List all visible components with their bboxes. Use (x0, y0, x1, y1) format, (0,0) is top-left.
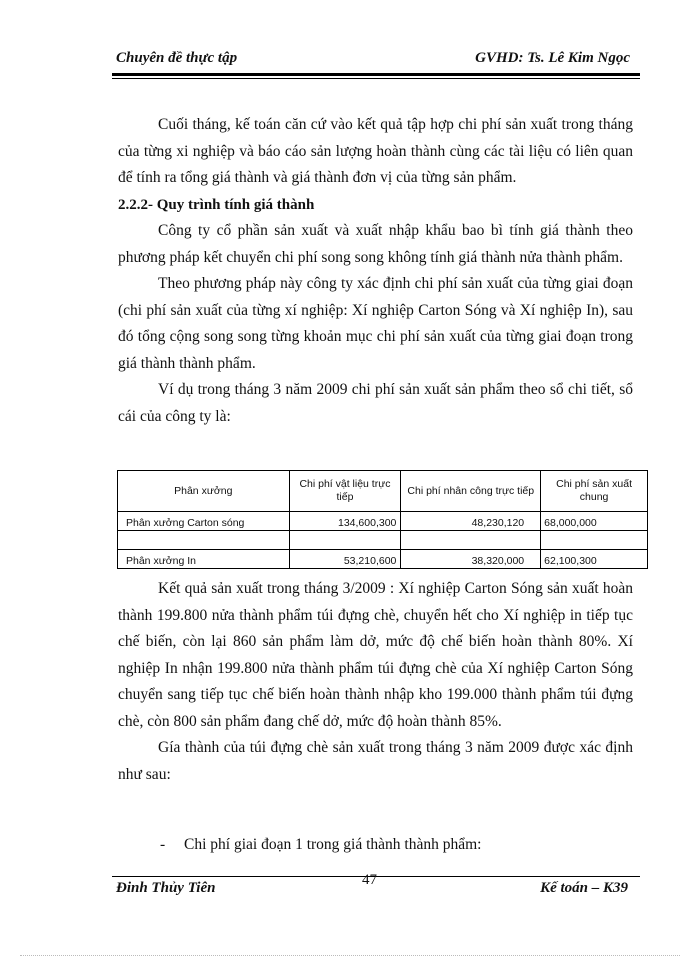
table-cell: 134,600,300 (289, 512, 401, 531)
table-header-cell: Chi phí vật liệu trực tiếp (289, 471, 401, 512)
table-cell: 38,320,000 (401, 550, 541, 569)
page-header (116, 50, 636, 72)
header-rule-thin (112, 78, 640, 79)
paragraph: Cuối tháng, kế toán căn cứ vào kết quả tập hợp chi phí sản xuất trong tháng của từng xi nghiệp và báo cáo sản lượng hoàn thành cùng các tài liệu có liên quan để tính ra tổng giá thành và giá thành đơn vị của từng sản phẩm. (118, 116, 633, 186)
table-cell: Phân xưởng In (118, 550, 290, 569)
table-header-cell: Phân xưởng (118, 471, 290, 512)
table-cell: 48,230,120 (401, 512, 541, 531)
page-footer (116, 880, 636, 902)
table-cell: 68,000,000 (541, 512, 648, 531)
footer-class: Kế toán – K39 (540, 880, 628, 896)
footer-author: Đinh Thủy Tiên (116, 880, 216, 896)
bullet-text: Chi phí giai đoạn 1 trong giá thành thành phẩm: (184, 836, 482, 853)
paragraph: Gía thành của túi đựng chè sản xuất trong tháng 3 năm 2009 được xác định như sau: (118, 739, 633, 783)
paragraph: Công ty cổ phần sản xuất và xuất nhập khẩu bao bì tính giá thành theo phương pháp kết chuyển chi phí song song không tính giá thành nửa thành phẩm. (118, 222, 633, 266)
table-cell: 62,100,300 (541, 550, 648, 569)
cost-table (117, 470, 648, 569)
body-text-top (118, 112, 633, 430)
paragraph: Ví dụ trong tháng 3 năm 2009 chi phí sản xuất sản phẩm theo sổ chi tiết, sổ cái của công ty là: (118, 381, 633, 425)
header-advisor: GVHD: Ts. Lê Kim Ngọc (475, 50, 630, 66)
table-cell: Phân xưởng Carton sóng (118, 512, 290, 531)
table-spacer-row (118, 531, 648, 550)
table-header-cell: Chi phí sản xuất chung (541, 471, 648, 512)
body-text-bottom (118, 576, 633, 788)
header-title: Chuyên đề thực tập (116, 50, 238, 66)
paragraph: Kết quả sản xuất trong tháng 3/2009 : Xí nghiệp Carton Sóng sản xuất hoàn thành 199.800 nửa thành phẩm túi đựng chè, chuyển hết cho Xí nghiệp in tiếp tục chế biến, còn lại 860 sản phẩm làm dở, mức độ chế biến hoàn thành 80%. Xí nghiệp In nhận 199.800 nửa thành phẩm túi đựng chè của Xí nghiệp Carton Sóng chuyển sang tiếp tục chế biến hoàn thành nhập kho 199.000 thành phẩm túi đựng chè, còn 800 sản phẩm đang chế dở, mức độ hoàn thành 85%. (118, 580, 633, 730)
paragraph: Theo phương pháp này công ty xác định chi phí sản xuất của từng giai đoạn (chi phí sản xuất của từng xí nghiệp: Xí nghiệp Carton Sóng và Xí nghiệp In), sau đó tổng cộng song song từng khoản mục chi phí sản xuất của từng giai đoạn trong giá thành thành phẩm. (118, 275, 633, 372)
header-rule-thick (112, 73, 640, 76)
section-heading: 2.2.2- Quy trình tính giá thành (118, 196, 315, 213)
table-row (118, 512, 648, 531)
table-header-row (118, 471, 648, 512)
bullet-item (160, 832, 481, 859)
page-edge-divider (20, 955, 680, 956)
bullet-marker: - (160, 836, 166, 853)
table-row (118, 550, 648, 569)
page-number: 47 (362, 872, 377, 888)
table-cell: 53,210,600 (289, 550, 401, 569)
table-header-cell: Chi phí nhân công trực tiếp (401, 471, 541, 512)
